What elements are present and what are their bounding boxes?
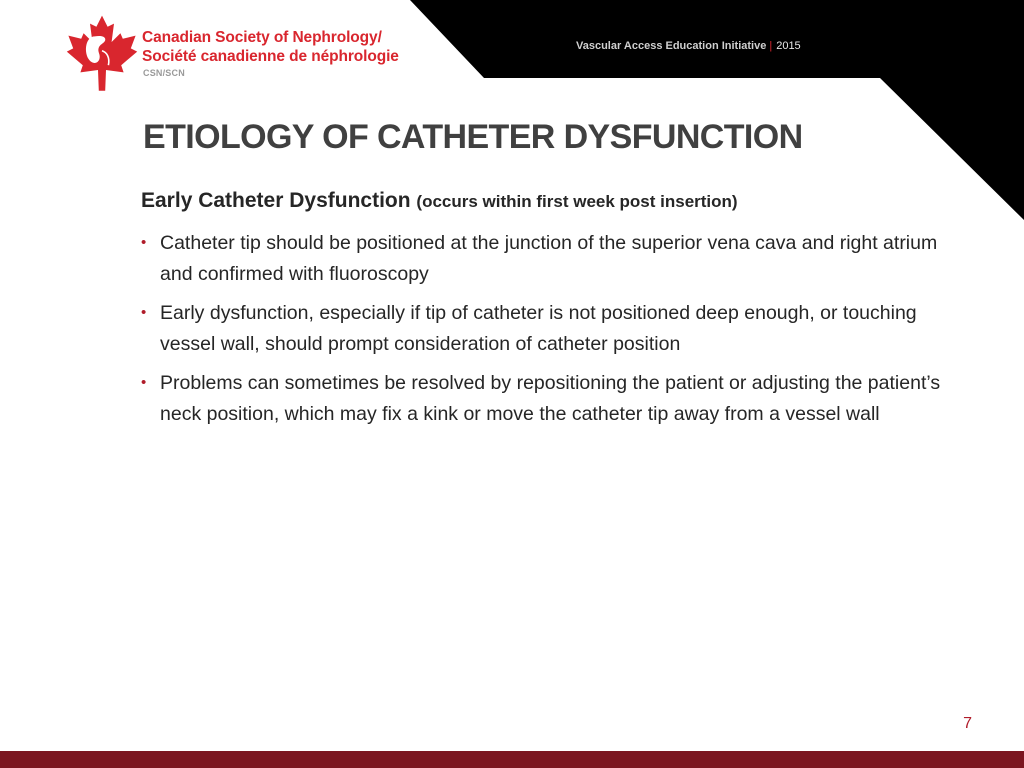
bullet-text: Early dysfunction, especially if tip of catheter is not positioned deep enough, or touching vessel wall, should prompt consideration of catheter position: [160, 302, 917, 355]
bullet-item: [141, 368, 971, 429]
bullet-icon: •: [141, 304, 147, 321]
org-abbreviation: CSN/SCN: [143, 68, 185, 78]
initiative-year: 2015: [776, 40, 801, 52]
initiative-name: Vascular Access Education Initiative: [576, 40, 767, 52]
initiative-label: [576, 40, 801, 52]
slide-title: ETIOLOGY OF CATHETER DYSFUNCTION: [143, 118, 803, 156]
bullet-item: [141, 298, 971, 359]
section-heading: [141, 189, 738, 213]
page-number: 7: [963, 715, 972, 732]
org-name: [142, 28, 442, 66]
bullet-list: [141, 228, 971, 438]
bullet-icon: •: [141, 234, 147, 251]
org-name-en: Canadian Society of Nephrology/: [142, 29, 382, 46]
bullet-text: Problems can sometimes be resolved by repositioning the patient or adjusting the patient’s neck position, which may fix a kink or move the catheter tip away from a vessel wall: [160, 372, 941, 425]
bullet-text: Catheter tip should be positioned at the junction of the superior vena cava and right atrium and confirmed with fluoroscopy: [160, 232, 938, 285]
initiative-separator: |: [769, 40, 773, 52]
section-heading-text: Early Catheter Dysfunction: [141, 189, 411, 212]
bullet-icon: •: [141, 374, 147, 391]
section-heading-note: (occurs within first week post insertion): [416, 192, 738, 211]
footer-bar: [0, 751, 1024, 768]
org-name-fr: Société canadienne de néphrologie: [142, 48, 399, 65]
maple-leaf-kidney-icon: [62, 14, 142, 98]
bullet-item: [141, 228, 971, 289]
